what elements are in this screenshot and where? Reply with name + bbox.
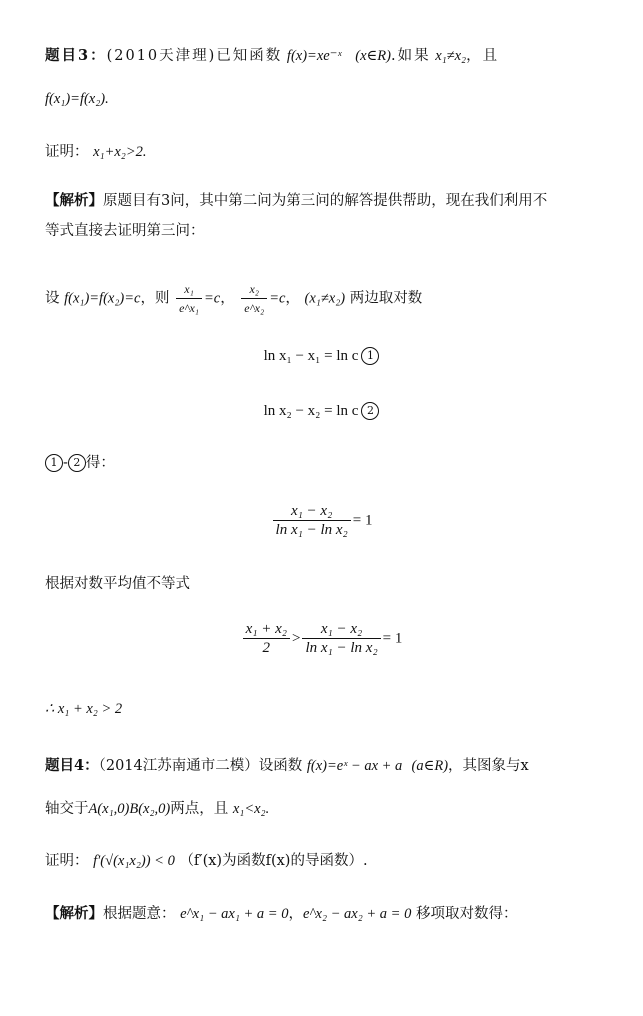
a3-then: ，则 (140, 290, 170, 307)
q4-prove (45, 850, 613, 872)
a3-set-expr: f(x₁)=f(x₂)=c (64, 290, 141, 307)
q3-text2: .如果 (390, 48, 431, 64)
a3-eq2-mark: 2 (361, 402, 379, 420)
q3-source: (2010天津理) (106, 48, 217, 64)
a3-text1: 原题目有3问，其中第二问为第三问的解答提供帮助，现在我们利用不 (103, 193, 548, 209)
a3-frac1 (176, 280, 202, 317)
a3-eq-c2: =c (269, 290, 286, 307)
a3-therefore-line (45, 698, 613, 720)
a3-eq2-line (0, 401, 643, 420)
a3-frac4 (243, 620, 290, 657)
a4-text2: 移项取对数得： (415, 906, 518, 922)
q4-text1: 设函数 (258, 758, 303, 774)
a4-comma: ， (288, 906, 303, 922)
a3-frac3-line (0, 502, 643, 539)
q4-text3: 轴交于 (45, 801, 89, 817)
a3-label: 【解析】 (45, 192, 103, 209)
q4-prove-expr: f′(√(x₁x₂)) < 0 (93, 853, 175, 869)
a3-neq: (x₁≠x₂) (304, 290, 346, 307)
a3-sub-dash: - (63, 455, 68, 471)
a3-frac2 (241, 280, 267, 317)
a4-label: 【解析】 (45, 905, 103, 922)
a3-frac2-num: x₂ (241, 280, 267, 299)
a3-eq1-line (0, 346, 643, 365)
a3-frac2-den: e^x₂ (244, 301, 265, 315)
q4-text4: 两点，且 (170, 801, 229, 817)
q4-prove-label: 证明： (45, 853, 89, 869)
a3-frac1-num: x₁ (176, 280, 202, 299)
q3-label: 题目3： (45, 47, 107, 64)
a4-eq1: e^x₁ − ax₁ + a = 0 (180, 906, 289, 922)
a3-set-prefix: 设 (45, 290, 60, 307)
a3-frac3-num: x₁ − x₂ (273, 502, 351, 521)
a3-frac3 (273, 502, 351, 539)
q3-domain: (x∈R) (355, 48, 391, 64)
q4-points: A(x₁,0)B(x₂,0) (88, 801, 171, 817)
a3-eq1-mark: 1 (361, 347, 379, 365)
q3-statement (45, 45, 613, 67)
q3-cond: x₁≠x₂ (435, 48, 467, 64)
q3-prove-label: 证明： (45, 144, 89, 160)
a3-ineq-label-line (45, 573, 613, 595)
q4-statement-cont (45, 798, 613, 820)
q3-text1: 已知函数 (216, 48, 283, 64)
q4-prove-note: （f′(x)为函数f(x)的导函数）. (179, 853, 368, 869)
a3-therefore: ∴ x₁ + x₂ > 2 (45, 701, 123, 717)
a3-eq2: ln x₂ − x₂ = ln c (263, 403, 359, 419)
a3-ineq-line (0, 620, 643, 657)
a3-text2: 等式直接去证明第三问： (45, 223, 205, 239)
a4-eq2: e^x₂ − ax₂ + a = 0 (302, 906, 412, 922)
a3-sub-text: 得： (85, 455, 115, 471)
a3-eq1: ln x₁ − x₁ = ln c (263, 348, 359, 364)
a3-frac1-den: e^x₁ (179, 301, 199, 315)
a3-ineq-label: 根据对数平均值不等式 (45, 576, 190, 592)
a3-frac5-den: ln x₁ − ln x₂ (305, 640, 378, 656)
a4-text1: 根据题意： (103, 906, 176, 922)
a3-sub-b: 2 (68, 454, 86, 472)
a3-sub-a: 1 (45, 454, 63, 472)
q4-cond: x₁<x₂. (232, 801, 270, 817)
q3-prove-expr: x₁+x₂>2. (93, 144, 147, 160)
q4-domain: (a∈R) (411, 758, 449, 774)
a3-eq-one: = 1 (352, 512, 373, 529)
a3-frac5-num: x₁ − x₂ (302, 620, 380, 639)
a3-eq-c1: =c (203, 290, 221, 307)
a3-line1 (45, 190, 613, 212)
q3-prove (45, 141, 613, 163)
a3-frac3-den: ln x₁ − ln x₂ (275, 522, 348, 538)
q4-func: f(x)=eˣ − ax + a (306, 758, 403, 774)
q4-source: （2014江苏南通市二模） (98, 758, 259, 774)
a3-frac4-den: 2 (262, 640, 271, 656)
a3-take-log: 两边取对数 (349, 290, 423, 307)
a3-gt: > (291, 630, 301, 647)
a3-sub-line (45, 452, 613, 474)
q3-cond2: f(x₁)=f(x₂). (45, 91, 109, 107)
q4-statement (45, 755, 613, 777)
q3-statement-cont (45, 88, 613, 110)
q3-func: f(x)=xe⁻ˣ (286, 48, 342, 64)
q4-label: 题目4： (45, 757, 99, 774)
q3-text3: ，且 (466, 48, 500, 64)
a3-frac5 (302, 620, 380, 657)
a4-line (45, 903, 613, 925)
q4-text2: ，其图象与x (448, 758, 529, 774)
a3-frac4-num: x₁ + x₂ (243, 620, 290, 639)
a3-line2 (45, 220, 613, 242)
a3-set-line: 设 f(x₁)=f(x₂)=c，则 $\frac{\text{x₁}}{\text{e\textasciicircum{}x₁}}$ =c， $\frac{\text{x₂}}{\text{e\textasciicircum{}x₂}}$ =c， (x₁≠x₂) 两边取对数 (45, 282, 423, 315)
a3-eq-one2: = 1 (382, 630, 403, 647)
